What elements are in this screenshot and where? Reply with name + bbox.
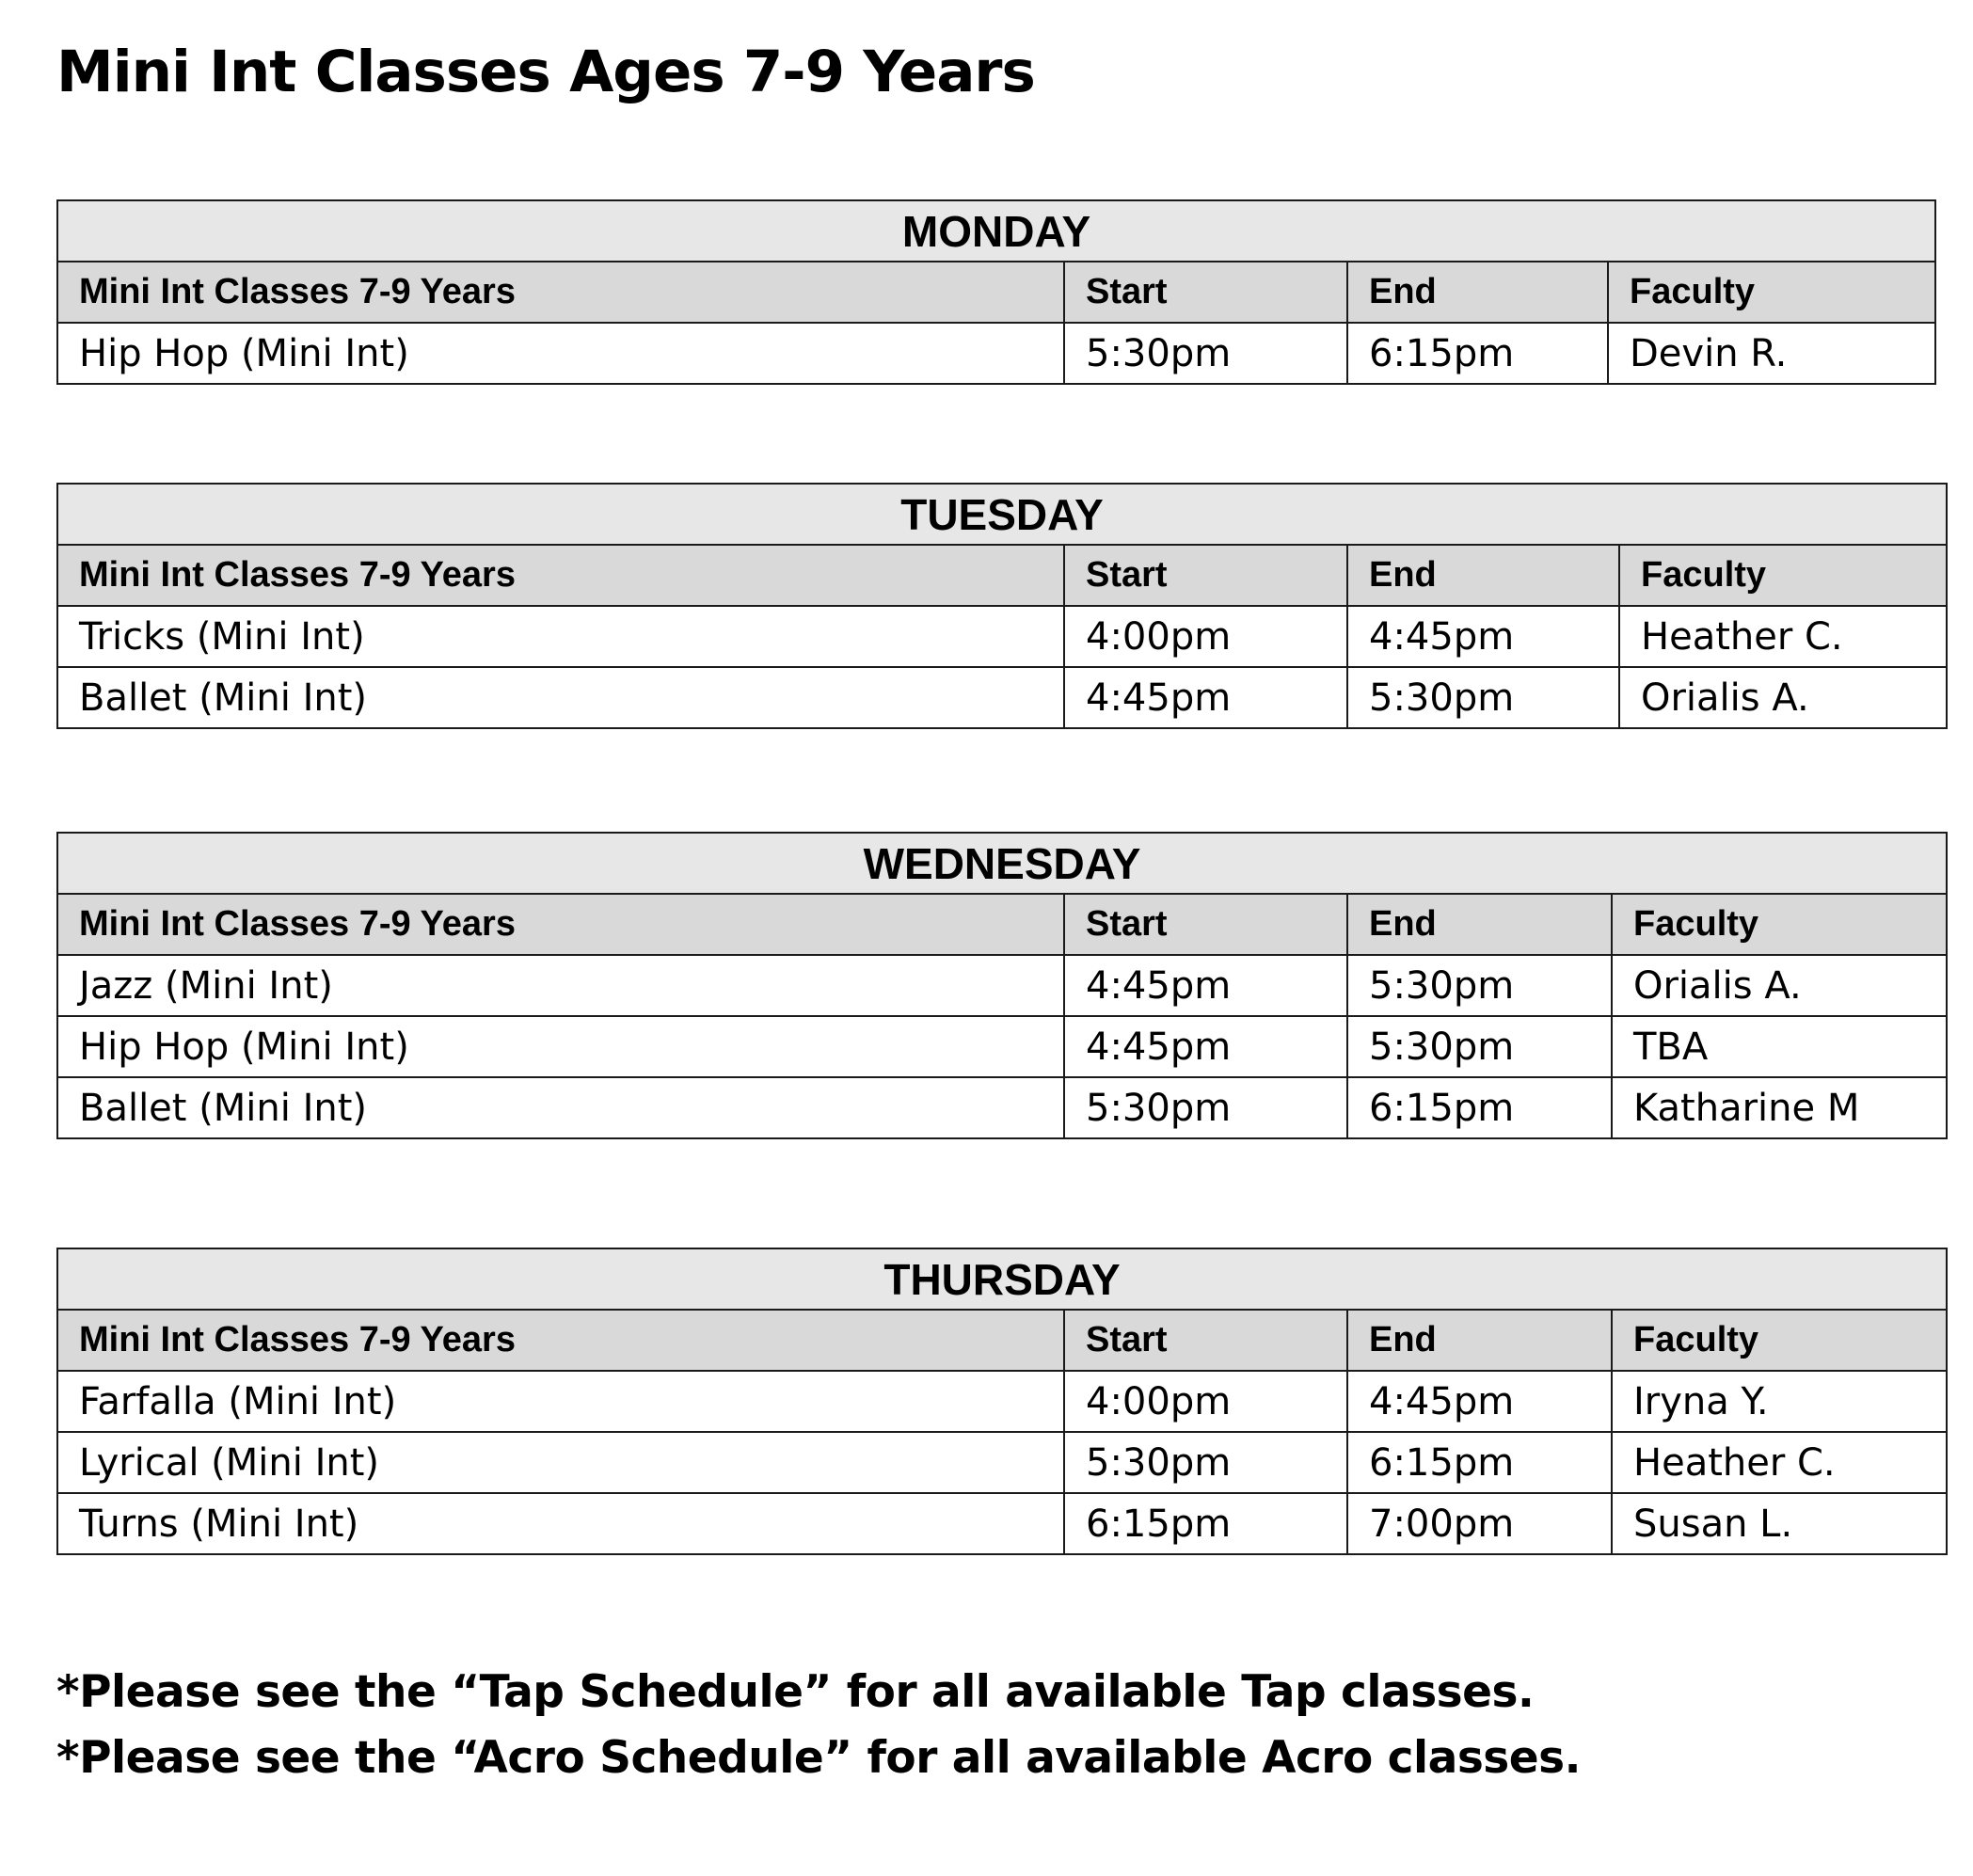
day-header-row [57,833,1947,894]
column-header-class: Mini Int Classes 7-9 Years [57,1310,1064,1371]
faculty-cell: Orialis A. [1619,667,1947,728]
table-row [57,606,1947,667]
column-header-end: End [1347,894,1612,955]
table-row [57,667,1947,728]
column-header-start: Start [1064,1310,1347,1371]
end-time-cell: 6:15pm [1347,1077,1612,1138]
column-header-row [57,262,1935,323]
tap-schedule-note: *Please see the “Tap Schedule” for all available Tap classes. [56,1666,1535,1718]
table-row [57,1432,1947,1493]
class-name-cell: Hip Hop (Mini Int) [57,323,1064,384]
faculty-cell: Susan L. [1612,1493,1947,1554]
end-time-cell: 5:30pm [1347,667,1619,728]
day-header: MONDAY [57,200,1935,262]
start-time-cell: 4:45pm [1064,1016,1347,1077]
footer-notes [56,1660,1581,1791]
end-time-cell: 4:45pm [1347,1371,1612,1432]
class-name-cell: Ballet (Mini Int) [57,667,1064,728]
end-time-cell: 6:15pm [1347,1432,1612,1493]
start-time-cell: 5:30pm [1064,1432,1347,1493]
day-header-row [57,1248,1947,1310]
end-time-cell: 5:30pm [1347,955,1612,1016]
column-header-row [57,1310,1947,1371]
end-time-cell: 5:30pm [1347,1016,1612,1077]
column-header-start: Start [1064,894,1347,955]
column-header-faculty: Faculty [1612,894,1947,955]
column-header-faculty: Faculty [1619,545,1947,606]
start-time-cell: 5:30pm [1064,1077,1347,1138]
class-name-cell: Hip Hop (Mini Int) [57,1016,1064,1077]
table-row [57,1077,1947,1138]
start-time-cell: 4:45pm [1064,955,1347,1016]
start-time-cell: 4:00pm [1064,606,1347,667]
faculty-cell: Katharine M [1612,1077,1947,1138]
day-header: TUESDAY [57,484,1947,545]
day-header-row [57,200,1935,262]
day-header: THURSDAY [57,1248,1947,1310]
table-row [57,955,1947,1016]
day-header-row [57,484,1947,545]
schedule-table-monday [56,199,1936,385]
column-header-end: End [1347,1310,1612,1371]
column-header-end: End [1347,545,1619,606]
class-name-cell: Turns (Mini Int) [57,1493,1064,1554]
schedule-table-wednesday [56,832,1948,1139]
start-time-cell: 6:15pm [1064,1493,1347,1554]
day-header: WEDNESDAY [57,833,1947,894]
column-header-faculty: Faculty [1612,1310,1947,1371]
class-name-cell: Tricks (Mini Int) [57,606,1064,667]
column-header-row [57,545,1947,606]
table-row [57,323,1935,384]
start-time-cell: 4:45pm [1064,667,1347,728]
column-header-start: Start [1064,545,1347,606]
start-time-cell: 5:30pm [1064,323,1347,384]
faculty-cell: TBA [1612,1016,1947,1077]
class-name-cell: Lyrical (Mini Int) [57,1432,1064,1493]
page-title: Mini Int Classes Ages 7-9 Years [56,39,1035,105]
table-row [57,1016,1947,1077]
column-header-end: End [1347,262,1608,323]
faculty-cell: Heather C. [1612,1432,1947,1493]
column-header-class: Mini Int Classes 7-9 Years [57,894,1064,955]
class-name-cell: Ballet (Mini Int) [57,1077,1064,1138]
class-name-cell: Farfalla (Mini Int) [57,1371,1064,1432]
table-row [57,1371,1947,1432]
faculty-cell: Orialis A. [1612,955,1947,1016]
faculty-cell: Iryna Y. [1612,1371,1947,1432]
column-header-row [57,894,1947,955]
end-time-cell: 4:45pm [1347,606,1619,667]
schedule-table-thursday [56,1248,1948,1555]
column-header-class: Mini Int Classes 7-9 Years [57,545,1064,606]
class-name-cell: Jazz (Mini Int) [57,955,1064,1016]
faculty-cell: Devin R. [1608,323,1935,384]
table-row [57,1493,1947,1554]
faculty-cell: Heather C. [1619,606,1947,667]
schedule-table-tuesday [56,483,1948,729]
column-header-class: Mini Int Classes 7-9 Years [57,262,1064,323]
end-time-cell: 6:15pm [1347,323,1608,384]
column-header-faculty: Faculty [1608,262,1935,323]
end-time-cell: 7:00pm [1347,1493,1612,1554]
acro-schedule-note: *Please see the “Acro Schedule” for all available Acro classes. [56,1732,1581,1784]
start-time-cell: 4:00pm [1064,1371,1347,1432]
column-header-start: Start [1064,262,1347,323]
